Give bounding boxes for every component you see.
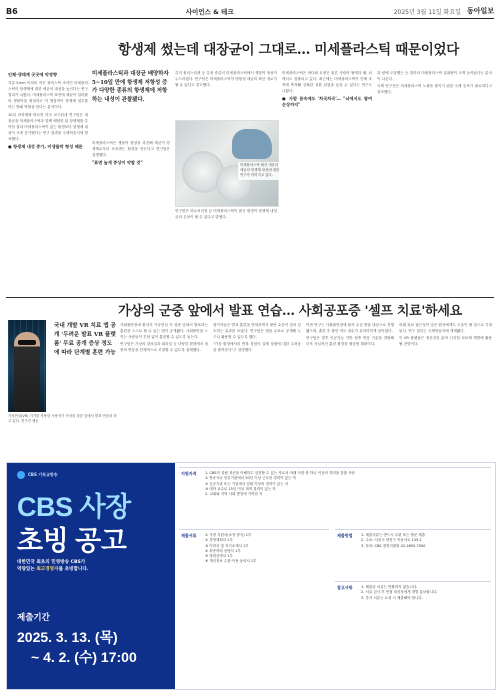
article1-paragraph: 특히 폴리스티렌 등 특정 종류의 미세플라스틱에서 생물막 형성이 두드러졌다. 연구팀은 미세플라스틱이 병원성 세균의 확산 경로가 될 수 있다고 경고했다. — [175, 71, 277, 88]
ad-row-label: 참고사항 — [337, 585, 353, 590]
article1-column-1 — [8, 70, 88, 295]
ad-line: ② 경영계획서 1부 — [205, 538, 233, 543]
ad-line: 1. 제출된 서류는 반환하지 않습니다. — [361, 585, 418, 589]
article2-subhead: 국내 개발 VR 치료 앱 공개 '두려운 발표 VR 플랫폼' 무료 공개 증상 정도에 따라 단계별 훈련 가능 — [54, 323, 116, 356]
ad-title-line2: 초빙 공고 — [17, 526, 127, 556]
ad-row-notes — [335, 581, 491, 632]
article1-headline: 항생제 썼는데 대장균이 그대로… 미세플라스틱 때문이었다 — [118, 42, 459, 58]
article2-photo-caption: 가상현실(VR) 기기를 착용한 사용자가 가상의 청중 앞에서 발표 연습을 하고 있다. 연구진 제공 — [8, 414, 117, 423]
article2-paragraph: 사회불안장애 환자가 가상현실 속 청중 앞에서 발표하는 훈련을 스스로 할 수 있는 앱이 공개됐다. 사회불안을 느끼는 사람들이 부담 없이 훈련할 수 있도록 돕는다. — [120, 323, 208, 340]
article1-subheading: ● 항생제 내성 증가, 미생물막 형성 때문 — [8, 144, 83, 150]
article1-column-2-lead — [92, 70, 170, 104]
deadline-end: ~ 4. 2. (수) 17:00 — [31, 649, 137, 665]
ad-row-text — [205, 471, 489, 497]
deadline-start: 2025. 3. 13. (목) — [17, 629, 118, 645]
article1-lead-text: 미세플라스틱과 대장균 배양하자 5~10일 만에 항생제 저항성 증가 다양한 종류의 항생제에 저항하는 내성이 관찰됐다. — [92, 71, 169, 103]
article2-paragraph: 연구팀은 가상의 강의실과 회의실 등 다양한 환경에서 청중의 반응을 단계적으로 조절할 수 있도록 설계했다. — [120, 342, 208, 353]
article1-column-4 — [282, 70, 372, 295]
cbs-advertisement — [6, 462, 496, 690]
ad-row-text — [361, 585, 489, 601]
masthead — [6, 4, 494, 19]
ad-title-panel — [7, 463, 175, 689]
article2-column-2 — [213, 322, 301, 457]
ad-row-label: 제출방법 — [337, 533, 353, 538]
ad-description — [17, 559, 167, 573]
ad-row-label: 지원자격 — [181, 471, 197, 476]
article2-column-3 — [306, 322, 394, 457]
ad-line: 2. 서류 심사 후 면접 대상자에게 개별 통보합니다. — [361, 590, 438, 595]
ad-line: ② 공공기관 또는 기업에서 임원 이상의 경력이 있는 자 — [205, 481, 289, 486]
cbs-logo-text: CBS 기독교방송 — [28, 472, 58, 477]
ad-line: ③ 이력서 및 자기소개서 1부 — [205, 543, 249, 548]
section-divider — [6, 297, 494, 298]
article1-paragraph: 10일 과학계에 따르면 미국 보스턴대 연구팀은 대장균을 미세플라스틱과 함께 배양한 뒤 항생제를 투여한 결과 미세플라스틱이 없는 환경보다 항생제 내성이 크게 증가했다는 연구 결과를 국제학술지에 발표했다. — [8, 112, 88, 141]
article2-paragraph: 연구팀은 향후 인공지능 기반 청중 반응 기술을 결합해 더욱 사실적인 훈련 환경을 제공할 계획이다. — [306, 336, 394, 347]
article2-paragraph: 외래 치료 접근성이 낮은 환자에게도 도움이 될 것으로 기대된다. 연구 결과는 국제학술지에 게재됐다. — [399, 323, 492, 334]
photo-caption: 미세플라스틱 확산 대응과 세균의 항생제 내성에 대한 연구가 이어지고 있다. — [238, 162, 284, 180]
article1-column-2 — [92, 140, 170, 295]
ad-line: 1. 제출서류는 반드시 우편 또는 방문 제출 — [361, 533, 426, 537]
ad-line: ① 방송사나 언론기관에서 20년 이상 근무한 경력이 있는 자 — [205, 476, 296, 481]
ad-desc-text: 역량있는 — [17, 567, 37, 572]
article1-paragraph: 지름 5mm 이하의 작은 플라스틱 조각인 미세플라스틱이 항생제에 대한 세균의 내성을 높인다는 연구 결과가 나왔다. 미세플라스틱 표면에 세균이 달라붙어 생물막을 형성하고 이 생물막이 항생제 침투를 막는 방패 역할을 한다는 분석이다. — [8, 81, 88, 110]
article2-paragraph: 이번 연구는 사회불안장애 환자 수십 명을 대상으로 진행됐으며, 훈련 후 불안 척도 점수가 유의미하게 낮아졌다. — [306, 323, 394, 334]
ad-line: 3. 추가 서류는 요청 시 제출해야 합니다. — [361, 595, 423, 600]
ad-details — [179, 467, 491, 685]
issue-date: 2025년 3월 11일 화요일 — [393, 8, 461, 16]
ad-line: ① 사장 지원서(소정 양식) 1부 — [205, 533, 252, 537]
vr-user-photo — [8, 320, 46, 412]
article1-quote: "표면 높게 증상이 약할 것" — [92, 160, 143, 166]
article1-column-3-bottom — [175, 208, 277, 295]
ad-line: 1. CBS의 설립 정신을 이해하고 실현할 수 있는 자로서 아래 사항 중 하나 이상의 경력을 갖춘 사람 — [205, 471, 355, 475]
ad-row-qualifications — [179, 467, 491, 528]
ad-line: ⑤ 경력증명서 1부 — [205, 554, 233, 559]
cbs-logo — [17, 471, 58, 479]
ad-line: 2. 교회와 지역 사회 발전에 기여한 자 — [205, 492, 263, 497]
ad-desc-text: 를 초빙합니다. — [58, 567, 89, 572]
article1-paragraph: 과 양에 도달했는 등 말미의 미세플라스틱 섭취량이 크게 늘어났다는 분석이 나온다. — [377, 71, 492, 82]
article2-paragraph: 이 VR 플랫폼은 정신건강 분야 디지털 치료제 개발에 활용될 전망이다. — [399, 336, 492, 347]
article2-headline: 가상의 군중 앞에서 발표 연습… 사회공포증 '셀프 치료'하세요 — [118, 304, 462, 319]
article1-subheading: ● 사람 몸속에도 '차곡차곡'… "뇌에서도 쌓여 손상까지" — [282, 96, 372, 108]
ad-line: ④ 최종학력 증명서 1부 — [205, 548, 241, 553]
ad-row-label: 제출서류 — [181, 533, 197, 538]
ad-row-text — [205, 533, 327, 565]
ad-line: ⑥ 개인정보 수집·이용 동의서 1부 — [205, 559, 257, 564]
article1-paragraph: 국제 연구진은 미세플라스틱 노출을 줄이기 위한 국제 공조가 필요하다고 강조했다. — [377, 84, 492, 95]
section-title: 사이언스 & 테크 — [185, 7, 234, 16]
article2-paragraph: 참가자들은 발표 훈련을 반복하면서 불안 수준이 점차 감소하는 효과를 보였다. 연구팀은 앱을 무료로 공개해 누구나 활용할 수 있도록 했다. — [213, 323, 301, 340]
ad-title-line1: CBS 사장 — [17, 492, 131, 522]
article1-column-5 — [377, 70, 492, 295]
article2-paragraph: "가상 환경에서의 반복 경험이 실제 상황에 대한 두려움을 줄여준다"고 설명했다. — [213, 342, 301, 353]
deadline-label: 제출기간 — [17, 613, 50, 623]
ad-desc-line1: 대한민국 최초의 민영방송 CBS가 — [17, 560, 86, 565]
ad-row-submission — [335, 529, 491, 580]
ad-row-text — [361, 533, 489, 549]
article1-paragraph: 미세플라스틱은 바다와 토양은 물론 사람의 혈액과 폐, 뇌에서도 검출되고 있다. 최근에는 미세플라스틱이 인체 조직에 축적돼 심혈관 질환 위험을 높일 수 있다는 연구도 나왔다. — [282, 71, 372, 94]
cbs-logo-icon — [17, 471, 25, 479]
newspaper-logo: 동아일보 — [466, 6, 494, 15]
article1-column-3-top — [175, 70, 277, 118]
ad-line: 3. 문의: CBS 경영지원팀 02-2650-7000 — [361, 543, 426, 548]
ad-line: ③ 대학 교수로 15년 이상 재직 경력이 있는 자 — [205, 486, 276, 491]
article1-byline: 인체·생태계 곳곳에 악영향 — [8, 72, 58, 77]
ad-desc-highlight: 최고경영자 — [36, 567, 59, 572]
article2-column-4 — [399, 322, 492, 457]
article1-paragraph: 미세플라스틱은 생물막 형성을 촉진해 세균이 항생제로부터 보호받는 환경을 만든다고 연구팀은 설명했다. — [92, 141, 170, 158]
ad-line: 2. 주소: 서울시 양천구 목동서로 159-1 — [361, 538, 422, 543]
ad-desc-line2 — [17, 566, 167, 573]
article1-paragraph: 연구팀은 하수처리장 등 미세플라스틱이 많은 환경이 항생제 내성균의 온상이 될 수 있다고 밝혔다. — [175, 209, 277, 220]
article2-column-1 — [120, 322, 208, 457]
page-number: B6 — [6, 6, 18, 16]
ad-row-documents — [179, 529, 329, 630]
